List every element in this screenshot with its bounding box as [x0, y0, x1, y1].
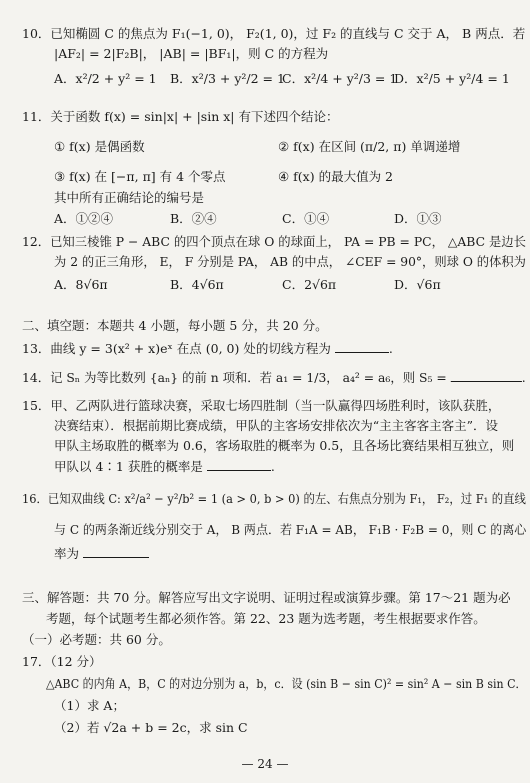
option-d: D．①③	[394, 211, 442, 226]
question-15-line-1: 15．甲、乙两队进行篮球决赛，采取七场四胜制（当一队赢得四场胜利时，该队获胜，	[22, 398, 501, 413]
option-c: C．2√6π	[282, 277, 337, 292]
option-c: C．①④	[282, 211, 330, 226]
question-11-prompt: 其中所有正确结论的编号是	[54, 190, 205, 205]
option-b: B．4√6π	[170, 277, 224, 292]
question-10-line-2: |AF₂| = 2|F₂B|， |AB| = |BF₁|，则 C 的方程为	[54, 46, 329, 61]
question-15-line-2: 决赛结束）．根据前期比赛成绩，甲队的主客场安排依次为“主主客客主客主”．设	[54, 418, 499, 433]
answer-blank	[83, 546, 149, 558]
question-16-line-3	[54, 546, 149, 562]
section-3-heading-line-2: 考题，每个试题考生都必须作答。第 22、23 题为选考题，考生根据要求作答。	[46, 611, 486, 626]
question-15-line-3: 甲队主场取胜的概率为 0.6，客场取胜的概率为 0.5，且各场比赛结果相互独立，则	[54, 438, 515, 453]
answer-blank	[207, 459, 271, 471]
option-a: A．8√6π	[54, 277, 108, 292]
question-14-end: .	[521, 370, 526, 385]
section-3-heading-line-1: 三、解答题：共 70 分。解答应写出文字说明、证明过程或演算步骤。第 17～21 题为必	[22, 590, 511, 605]
statement-2: ② f(x) 在区间 (π/2, π) 单调递增	[278, 139, 461, 154]
option-c: C．x²/4 + y²/3 = 1	[282, 71, 398, 86]
option-d: D．x²/5 + y²/4 = 1	[394, 71, 510, 86]
question-13-end: .	[388, 341, 393, 356]
question-16-line-2: 与 C 的两条渐近线分别交于 A， B 两点．若 F₁A = AB， F₁B · F₂B = 0，则 C 的离心	[54, 522, 527, 537]
option-a: A．x²/2 + y² = 1	[54, 71, 157, 86]
question-14-text: 14．记 Sₙ 为等比数列 {aₙ} 的前 n 项和．若 a₁ = 1/3， a₄² = a₆，则 S₅ =	[22, 370, 447, 385]
section-2-heading: 二、填空题：本题共 4 小题，每小题 5 分，共 20 分。	[22, 318, 328, 333]
question-17-line-1: △ABC 的内角 A，B，C 的对边分别为 a，b，c．设 (sin B − sin C)² = sin² A − sin B sin C．	[46, 676, 527, 691]
question-13-text: 13．曲线 y = 3(x² + x)eˣ 在点 (0, 0) 处的切线方程为	[22, 341, 331, 356]
question-11-options	[54, 211, 514, 229]
question-10-line-1: 10．已知椭圆 C 的焦点为 F₁(−1, 0)， F₂(1, 0)，过 F₂ 的直线与 C 交于 A， B 两点．若	[22, 26, 526, 41]
question-17-heading: 17．（12 分）	[22, 654, 102, 669]
option-a: A．①②④	[54, 211, 114, 226]
question-13	[22, 341, 393, 357]
question-15-text: 甲队以 4∶1 获胜的概率是	[54, 459, 203, 474]
statement-3: ③ f(x) 在 [−π, π] 有 4 个零点	[54, 169, 226, 184]
option-b: B．x²/3 + y²/2 = 1	[170, 71, 285, 86]
answer-blank	[451, 370, 522, 382]
question-12-options	[54, 277, 514, 295]
option-b: B．②④	[170, 211, 217, 226]
statement-4: ④ f(x) 的最大值为 2	[278, 169, 394, 184]
question-12-line-2: 为 2 的正三角形， E， F 分别是 PA， AB 的中点， ∠CEF = 90°，则球 O 的体积为	[54, 254, 526, 269]
page-number: — 24 —	[241, 757, 289, 771]
question-14	[22, 370, 526, 386]
question-17-part-2: （2）若 √2a + b = 2c，求 sin C	[54, 720, 248, 735]
question-15-end: .	[270, 459, 275, 474]
answer-blank	[335, 341, 389, 353]
section-3-subheading: （一）必考题：共 60 分。	[22, 632, 171, 647]
option-d: D．√6π	[394, 277, 441, 292]
question-16-text: 率为	[54, 546, 80, 561]
question-15-line-4	[54, 459, 275, 475]
question-10-options	[54, 71, 514, 89]
statement-1: ① f(x) 是偶函数	[54, 139, 145, 154]
question-12-line-1: 12．已知三棱锥 P − ABC 的四个顶点在球 O 的球面上， PA = PB = PC， △ABC 是边长	[22, 234, 527, 249]
question-17-part-1: （1）求 A；	[54, 698, 125, 713]
question-16-line-1: 16．已知双曲线 C: x²/a² − y²/b² = 1 (a > 0, b > 0) 的左、右焦点分别为 F₁， F₂，过 F₁ 的直线	[22, 491, 526, 506]
question-11-line-1: 11．关于函数 f(x) = sin|x| + |sin x| 有下述四个结论：	[22, 109, 339, 124]
